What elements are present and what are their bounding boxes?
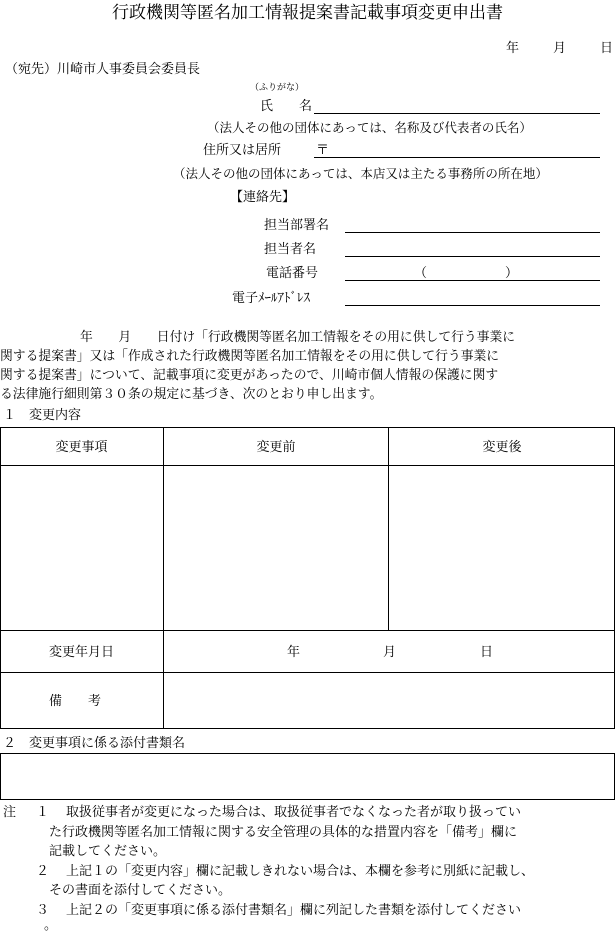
address-field[interactable] bbox=[314, 157, 600, 158]
note-1-line-3: 記載してください。 bbox=[49, 844, 167, 859]
section2-heading: ２ 変更事項に係る添付書類名 bbox=[3, 736, 186, 751]
note-2-line-1: 上記１の「変更内容」欄に記載しきれない場合は、本欄を参考に別紙に記載し、 bbox=[66, 864, 535, 879]
note-3-line-1: 上記２の「変更事項に係る添付書類名」欄に列記した書類を添付してください bbox=[66, 903, 522, 918]
contact-heading: 【連絡先】 bbox=[230, 190, 296, 205]
name-field[interactable] bbox=[314, 113, 600, 114]
before-cell[interactable] bbox=[164, 466, 388, 630]
col-header-before: 変更前 bbox=[256, 440, 296, 455]
email-field[interactable] bbox=[345, 305, 600, 306]
name-note: （法人その他の団体にあっては、名称及び代表者の氏名） bbox=[207, 120, 532, 135]
remarks-cell[interactable] bbox=[164, 673, 614, 728]
note-2-line-2: その書面を添付してください。 bbox=[49, 883, 232, 898]
attachment-names-box[interactable] bbox=[0, 753, 615, 800]
department-label: 担当部署名 bbox=[264, 218, 330, 233]
change-date-year: 年 bbox=[287, 645, 301, 660]
col-header-after: 変更後 bbox=[482, 440, 522, 455]
body-line-2: 関する提案書」又は「作成された行政機関等匿名加工情報をその用に供して行う事業に bbox=[0, 349, 500, 364]
email-label: 電子ﾒｰﾙｱﾄﾞﾚｽ bbox=[232, 291, 311, 306]
person-field[interactable] bbox=[345, 256, 600, 257]
phone-label: 電話番号 bbox=[266, 266, 319, 281]
body-line-4: る法律施行細則第３０条の規定に基づき、次のとおり申し出ます。 bbox=[0, 387, 383, 402]
after-cell[interactable] bbox=[389, 466, 614, 630]
department-field[interactable] bbox=[345, 232, 600, 233]
change-date-day: 日 bbox=[480, 645, 494, 660]
note-1-num: １ bbox=[36, 805, 50, 820]
note-3-num: ３ bbox=[36, 903, 50, 918]
remarks-label: 備 考 bbox=[48, 694, 101, 709]
date-year-label: 年 bbox=[506, 41, 520, 56]
phone-open-paren: （ bbox=[414, 266, 428, 281]
phone-close-paren: ） bbox=[505, 266, 519, 281]
date-month-label: 月 bbox=[553, 41, 567, 56]
change-date-month: 月 bbox=[383, 645, 397, 660]
change-item-cell[interactable] bbox=[1, 466, 163, 630]
name-label: 氏 名 bbox=[260, 99, 313, 114]
note-1-line-2: た行政機関等匿名加工情報に関する安全管理の具体的な措置内容を「備考」欄に bbox=[49, 825, 518, 840]
document-title: 行政機関等匿名加工情報提案書記載事項変更申出書 bbox=[112, 3, 503, 23]
note-2-num: ２ bbox=[36, 864, 50, 879]
section1-heading: １ 変更内容 bbox=[3, 408, 82, 423]
note-1-line-1: 取扱従事者が変更になった場合は、取扱従事者でなくなった者が取り扱ってい bbox=[66, 805, 522, 820]
person-label: 担当者名 bbox=[264, 242, 317, 257]
phone-field[interactable] bbox=[345, 280, 600, 281]
change-date-label: 変更年月日 bbox=[48, 645, 114, 660]
furigana-label: （ふりがな） bbox=[250, 83, 305, 93]
notes-prefix: 注 bbox=[3, 805, 17, 820]
postal-mark: 〒 bbox=[316, 143, 330, 158]
address-label: 住所又は居所 bbox=[203, 143, 282, 158]
addressee: （宛先）川崎市人事委員会委員長 bbox=[5, 62, 201, 77]
date-day-label: 日 bbox=[600, 41, 614, 56]
address-note: （法人その他の団体にあっては、本店又は主たる事務所の所在地） bbox=[173, 166, 548, 181]
body-line-1: 年 月 日付け「行政機関等匿名加工情報をその用に供して行う事業に bbox=[80, 330, 516, 345]
col-header-change-item: 変更事項 bbox=[55, 440, 108, 455]
note-3-line-2: 。 bbox=[44, 918, 58, 933]
body-line-3: 関する提案書」について、記載事項に変更があったので、川崎市個人情報の保護に関す bbox=[0, 368, 499, 383]
